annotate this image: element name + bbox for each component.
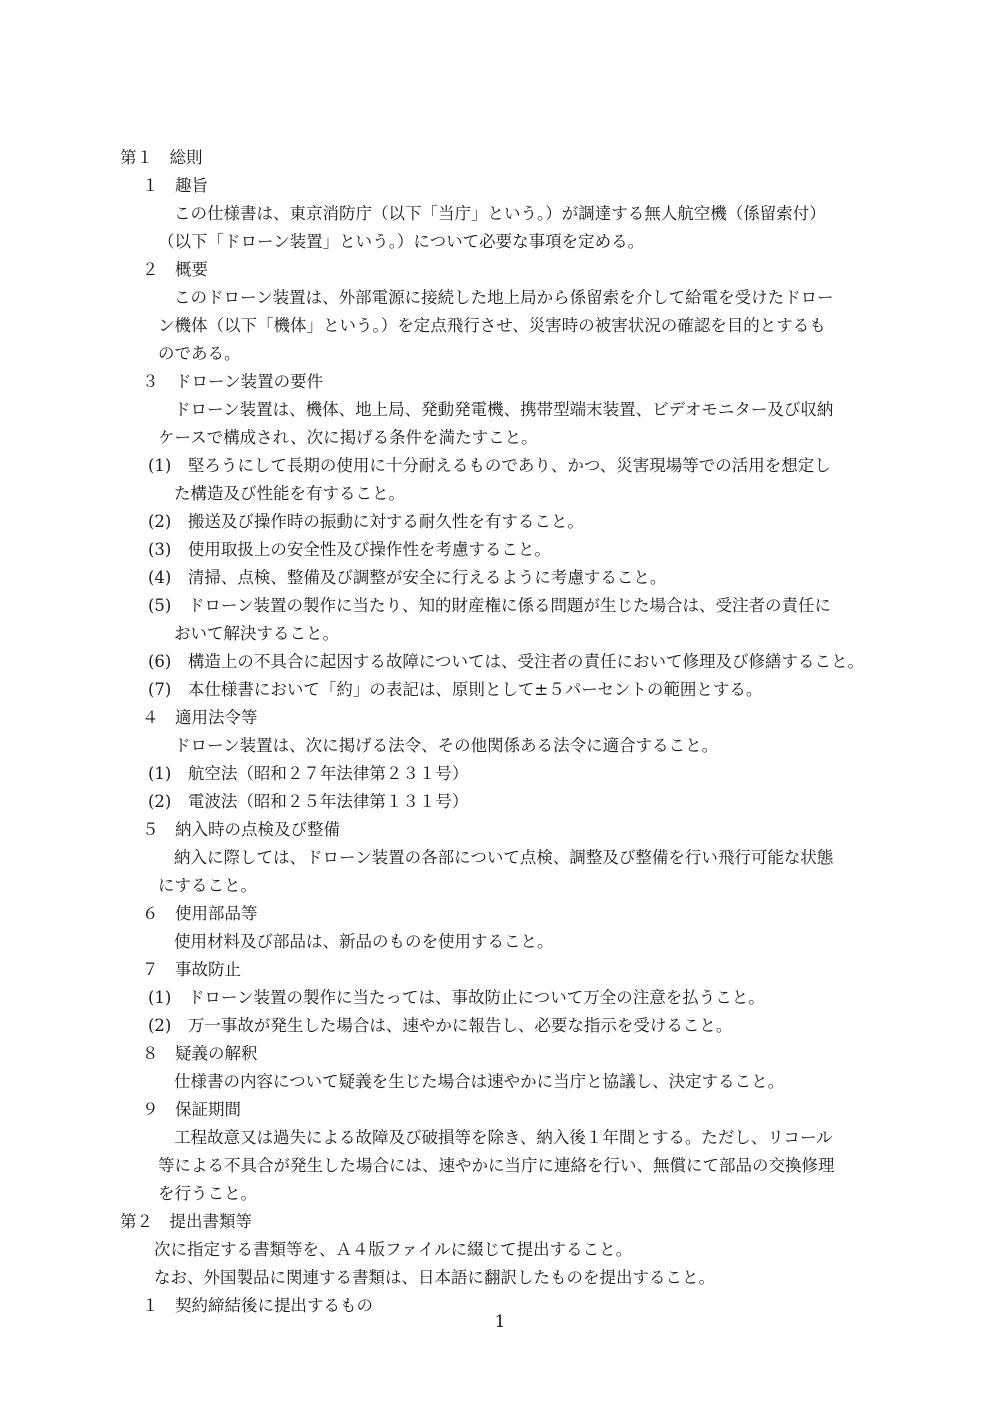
list-item: (7) 本仕様書において「約」の表記は、原則として±５パーセントの範囲とする。	[148, 680, 763, 699]
list-item: (3) 使用取扱上の安全性及び操作性を考慮すること。	[148, 540, 551, 559]
paragraph-line: を行うこと。	[158, 1184, 257, 1203]
paragraph-line: にすること。	[158, 876, 257, 895]
subsection-heading: ８ 疑義の解釈	[142, 1044, 258, 1063]
paragraph-line: ドローン装置は、次に掲げる法令、その他関係ある法令に適合すること。	[174, 736, 719, 755]
paragraph-line: ケースで構成され、次に掲げる条件を満たすこと。	[158, 428, 538, 447]
paragraph-line: （以下「ドローン装置」という。）について必要な事項を定める。	[158, 232, 645, 251]
paragraph-line: 工程故意又は過失による故障及び破損等を除き、納入後１年間とする。ただし、リコール	[174, 1128, 833, 1147]
list-item: (2) 万一事故が発生した場合は、速やかに報告し、必要な指示を受けること。	[148, 1016, 733, 1035]
list-item-continuation: おいて解決すること。	[174, 624, 339, 643]
section-heading: 第２ 提出書類等	[120, 1212, 252, 1231]
paragraph-line: ン機体（以下「機体」という。）を定点飛行させ、災害時の被害状況の確認を目的とするも	[158, 316, 826, 335]
paragraph-line: 等による不具合が発生した場合には、速やかに当庁に連絡を行い、無償にて部品の交換修理	[158, 1156, 835, 1175]
paragraph-line: 納入に際しては、ドローン装置の各部について点検、調整及び整備を行い飛行可能な状態	[174, 848, 834, 867]
subsection-heading: １ 趣旨	[142, 176, 208, 195]
subsection-heading: ９ 保証期間	[142, 1100, 241, 1119]
list-item: (6) 構造上の不具合に起因する故障については、受注者の責任において修理及び修繕すること。	[148, 652, 865, 671]
subsection-heading: ７ 事故防止	[142, 960, 241, 979]
paragraph-line: このドローン装置は、外部電源に接続した地上局から係留索を介して給電を受けたドロー	[174, 288, 834, 307]
list-item: (1) ドローン装置の製作に当たっては、事故防止について万全の注意を払うこと。	[148, 988, 765, 1007]
paragraph-line: 使用材料及び部品は、新品のものを使用すること。	[174, 932, 554, 951]
list-item: (2) 搬送及び操作時の振動に対する耐久性を有すること。	[148, 512, 584, 531]
paragraph-line: のである。	[158, 344, 241, 363]
paragraph-line: 次に指定する書類等を、Ａ４版ファイルに綴じて提出すること。	[154, 1240, 633, 1259]
list-item: (2) 電波法（昭和２５年法律第１３１号）	[148, 792, 469, 811]
subsection-heading: ２ 概要	[142, 260, 208, 279]
paragraph-line: 仕様書の内容について疑義を生じた場合は速やかに当庁と協議し、決定すること。	[174, 1072, 785, 1091]
list-item: (5) ドローン装置の製作に当たり、知的財産権に係る問題が生じた場合は、受注者の責任に	[148, 596, 832, 615]
paragraph-line: なお、外国製品に関連する書類は、日本語に翻訳したものを提出すること。	[154, 1268, 715, 1287]
list-item-continuation: た構造及び性能を有すること。	[174, 484, 405, 503]
section-heading: 第１ 総則	[120, 148, 203, 167]
paragraph-line: ドローン装置は、機体、地上局、発動発電機、携帯型端末装置、ビデオモニター及び収納	[174, 400, 834, 419]
subsection-heading: ５ 納入時の点検及び整備	[142, 820, 340, 839]
subsection-heading: １ 契約締結後に提出するもの	[142, 1296, 373, 1315]
page-number: 1	[494, 1312, 506, 1332]
subsection-heading: ４ 適用法令等	[142, 708, 258, 727]
list-item: (1) 航空法（昭和２７年法律第２３１号）	[148, 764, 469, 783]
list-item: (1) 堅ろうにして長期の使用に十分耐えるものであり、かつ、災害現場等での活用を想定し	[148, 456, 831, 475]
paragraph-line: この仕様書は、東京消防庁（以下「当庁」という。）が調達する無人航空機（係留索付）	[174, 204, 826, 223]
subsection-heading: ３ ドローン装置の要件	[142, 372, 324, 391]
list-item: (4) 清掃、点検、整備及び調整が安全に行えるように考慮すること。	[148, 568, 667, 587]
subsection-heading: ６ 使用部品等	[142, 904, 258, 923]
